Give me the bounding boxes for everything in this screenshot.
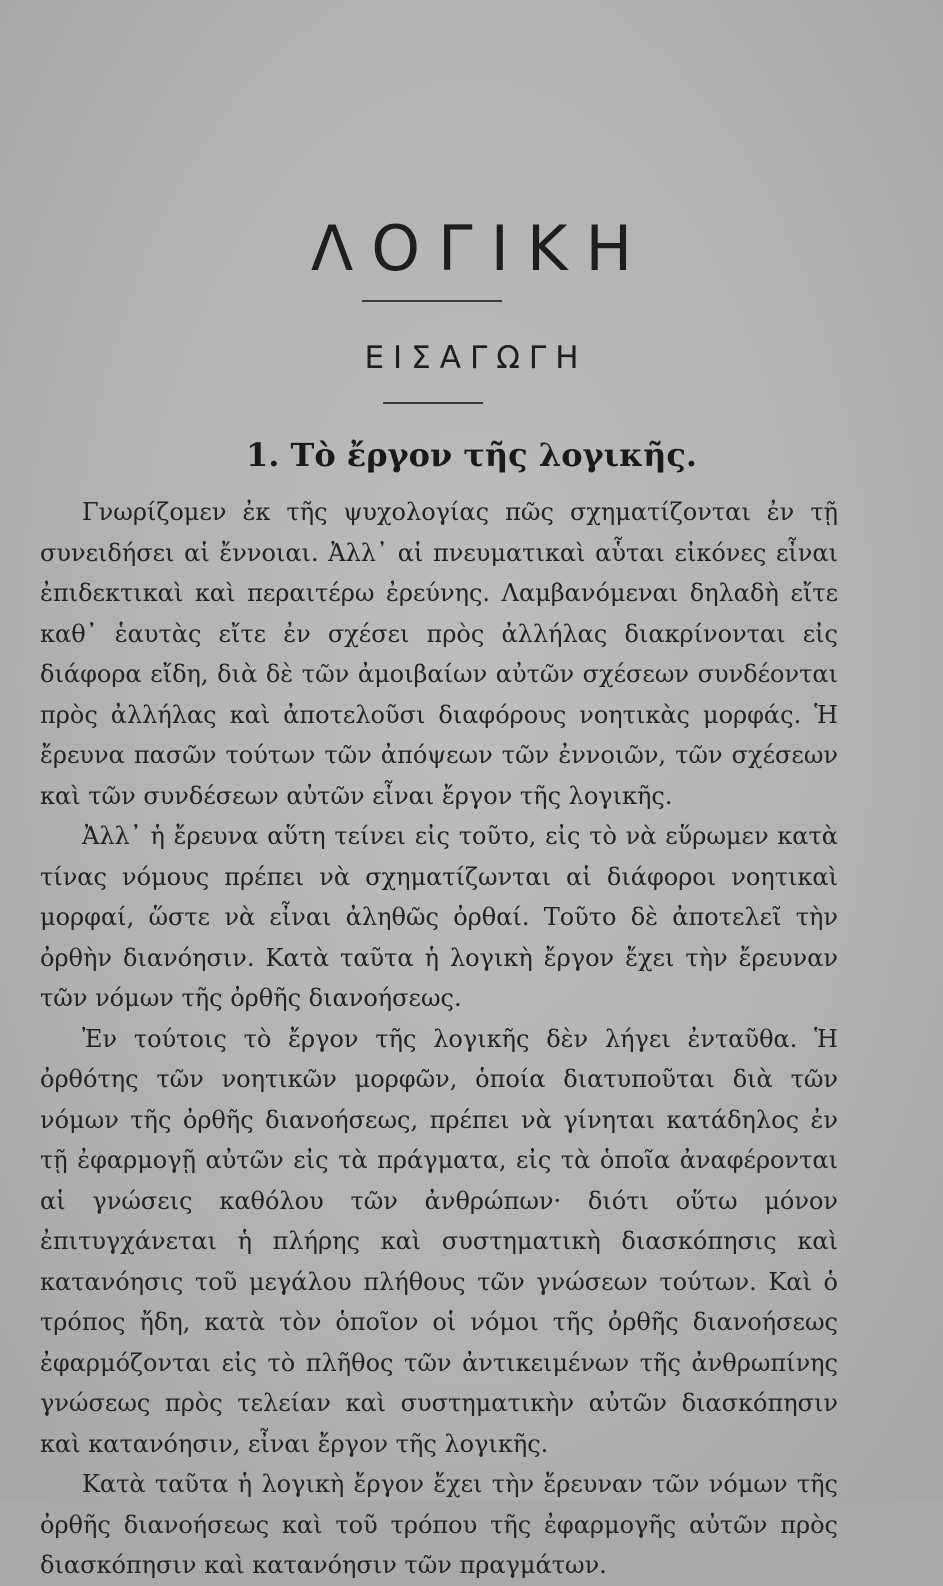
paragraph-1: Γνωρίζομεν ἐκ τῆς ψυχολογίας πῶς σχηματίζονται ἐν τῇ συνειδήσει αἱ ἔννοιαι. Ἀλλ᾽ αἱ πνευματικαὶ αὗται εἰκόνες εἶναι ἐπιδεκτικαὶ καὶ περαιτέρω ἐρεύνης. Λαμβανόμεναι δηλαδὴ εἴτε καθ᾽ ἑαυτὰς εἴτε ἐν σχέσει πρὸς ἀλλήλας διακρίνονται εἰς διάφορα εἴδη, διὰ δὲ τῶν ἀμοιβαίων αὐτῶν σχέσεων συνδέονται πρὸς ἀλλήλας καὶ ἀποτελοῦσι διαφόρους νοητικὰς μορφάς. Ἡ ἔρευνα πασῶν τούτων τῶν ἀπόψεων τῶν ἐννοιῶν, τῶν σχέσεων καὶ τῶν συνδέσεων αὐτῶν εἶναι ἔργον τῆς λογικῆς. bbox=[40, 498, 838, 810]
title-divider bbox=[362, 300, 502, 302]
section-heading: 1. Τὸ ἔργον τῆς λογικῆς. bbox=[245, 436, 698, 474]
page-title: ΛΟΓΙΚΗ bbox=[310, 212, 651, 285]
subtitle-divider bbox=[383, 402, 483, 404]
body-text bbox=[40, 492, 838, 1586]
paragraph-4: Κατὰ ταῦτα ἡ λογικὴ ἔργον ἔχει τὴν ἔρευναν τῶν νόμων τῆς ὀρθῆς διανοήσεως καὶ τοῦ τρόπου τῆς ἐφαρμογῆς αὐτῶν πρὸς διασκόπησιν καὶ κατανόησιν τῶν πραγμάτων. bbox=[40, 1470, 838, 1579]
chapter-subtitle: ΕΙΣΑΓΩΓΗ bbox=[364, 340, 588, 376]
paragraph-2: Ἀλλ᾽ ἡ ἔρευνα αὕτη τείνει εἰς τοῦτο, εἰς τὸ νὰ εὕρωμεν κατὰ τίνας νόμους πρέπει νὰ σχηματίζωνται αἱ διάφοροι νοητικαὶ μορφαί, ὥστε νὰ εἶναι ἀληθῶς ὀρθαί. Τοῦτο δὲ ἀποτελεῖ τὴν ὀρθὴν διανόησιν. Κατὰ ταῦτα ἡ λογικὴ ἔργον ἔχει τὴν ἔρευναν τῶν νόμων τῆς ὀρθῆς διανοήσεως. bbox=[40, 822, 838, 1012]
paragraph-3: Ἐν τούτοις τὸ ἔργον τῆς λογικῆς δὲν λήγει ἐνταῦθα. Ἡ ὀρθότης τῶν νοητικῶν μορφῶν, ὁποία διατυποῦται διὰ τῶν νόμων τῆς ὀρθῆς διανοήσεως, πρέπει νὰ γίνηται κατάδηλος ἐν τῇ ἐφαρμογῇ αὐτῶν εἰς τὰ πράγματα, εἰς τὰ ὁποῖα ἀναφέρονται αἱ γνώσεις καθόλου τῶν ἀνθρώπων· διότι οὕτω μόνον ἐπιτυγχάνεται ἡ πλήρης καὶ συστηματικὴ διασκόπησις καὶ κατανόησις τοῦ μεγάλου πλήθους τῶν γνώσεων τούτων. Καὶ ὁ τρόπος ἤδη, κατὰ τὸν ὁποῖον οἱ νόμοι τῆς ὀρθῆς διανοήσεως ἐφαρμόζονται εἰς τὸ πλῆθος τῶν ἀντικειμένων τῆς ἀνθρωπίνης γνώσεως πρὸς τελείαν καὶ συστηματικὴν αὐτῶν διασκόπησιν καὶ κατανόησιν, εἶναι ἔργον τῆς λογικῆς. bbox=[40, 1024, 838, 1458]
